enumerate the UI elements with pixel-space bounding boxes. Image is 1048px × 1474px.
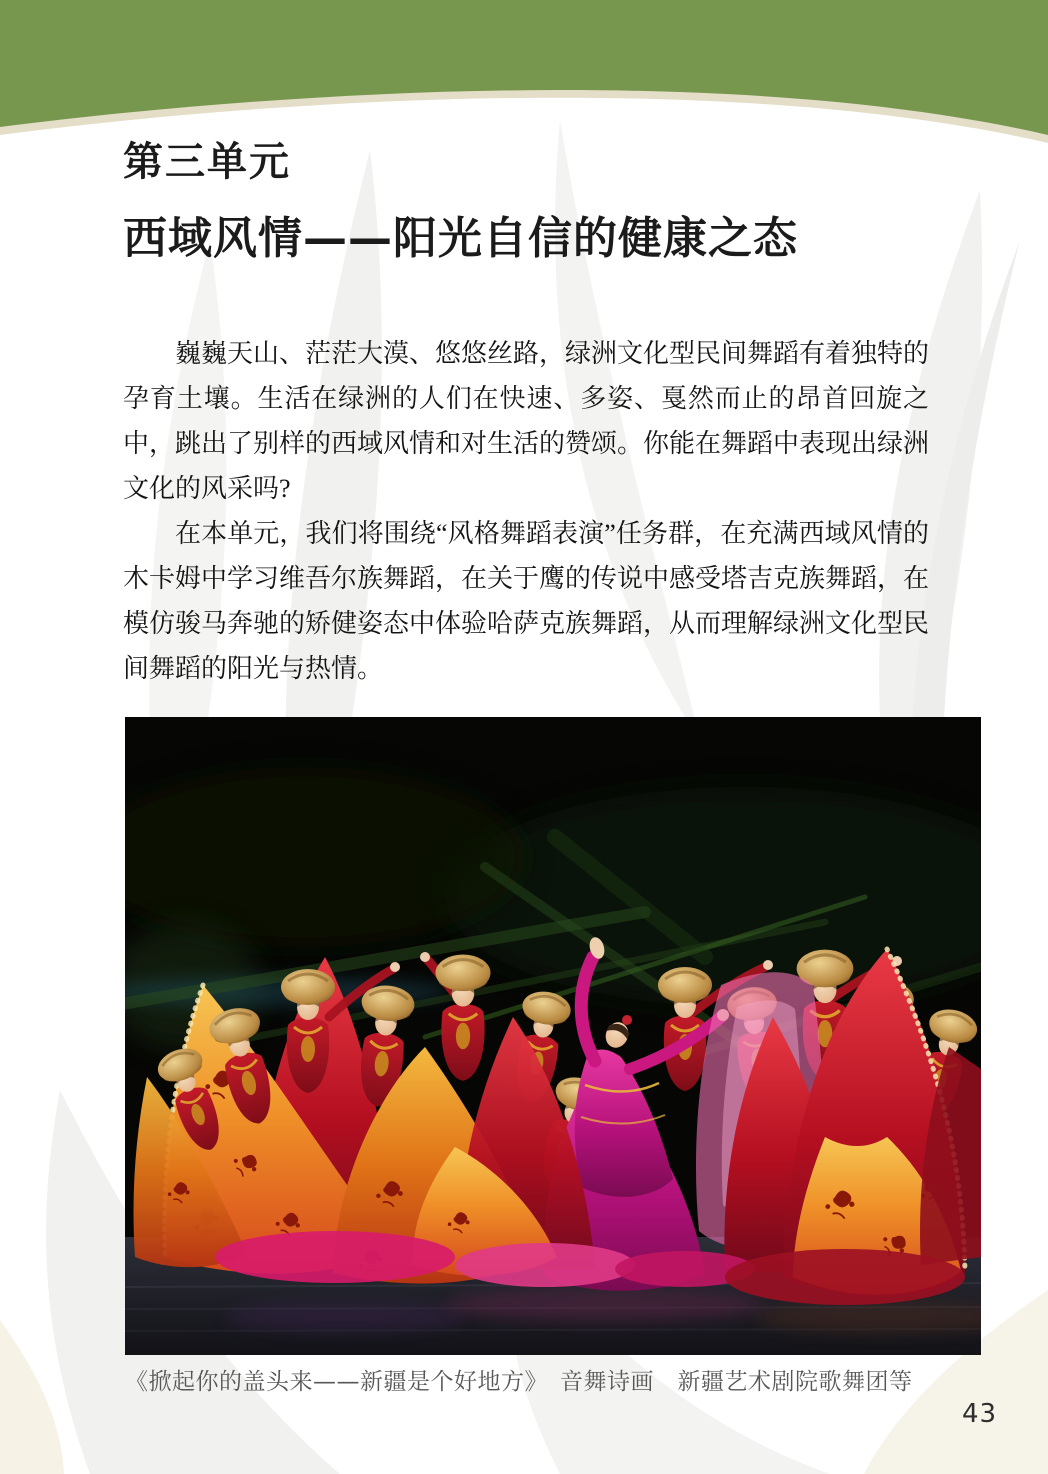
page-title: 西域风情——阳光自信的健康之态 xyxy=(123,213,798,264)
intro-paragraph-2: 在本单元，我们将围绕“风格舞蹈表演”任务群，在充满西域风情的木卡姆中学习维吾尔族舞蹈，在关于鹰的传说中感受塔吉克族舞蹈，在模仿骏马奔驰的矫健姿态中体验哈萨克族舞蹈，从而理解绿洲文化型民间舞蹈的阳光与热情。 xyxy=(123,519,930,683)
photo-caption: 《掀起你的盖头来——新疆是个好地方》 音舞诗画 新疆艺术剧院歌舞团等 xyxy=(125,1369,913,1395)
stage-photo-illustration xyxy=(125,717,981,1355)
page-number: 43 xyxy=(962,1399,998,1429)
intro-text xyxy=(123,331,929,691)
unit-label: 第三单元 xyxy=(123,139,291,185)
intro-paragraph-1: 巍巍天山、茫茫大漠、悠悠丝路，绿洲文化型民间舞蹈有着独特的孕育土壤。生活在绿洲的人们在快速、多姿、戛然而止的昂首回旋之中，跳出了别样的西域风情和对生活的赞颂。你能在舞蹈中表现出绿洲文化的风采吗? xyxy=(123,339,930,503)
stage-photo xyxy=(125,717,981,1355)
